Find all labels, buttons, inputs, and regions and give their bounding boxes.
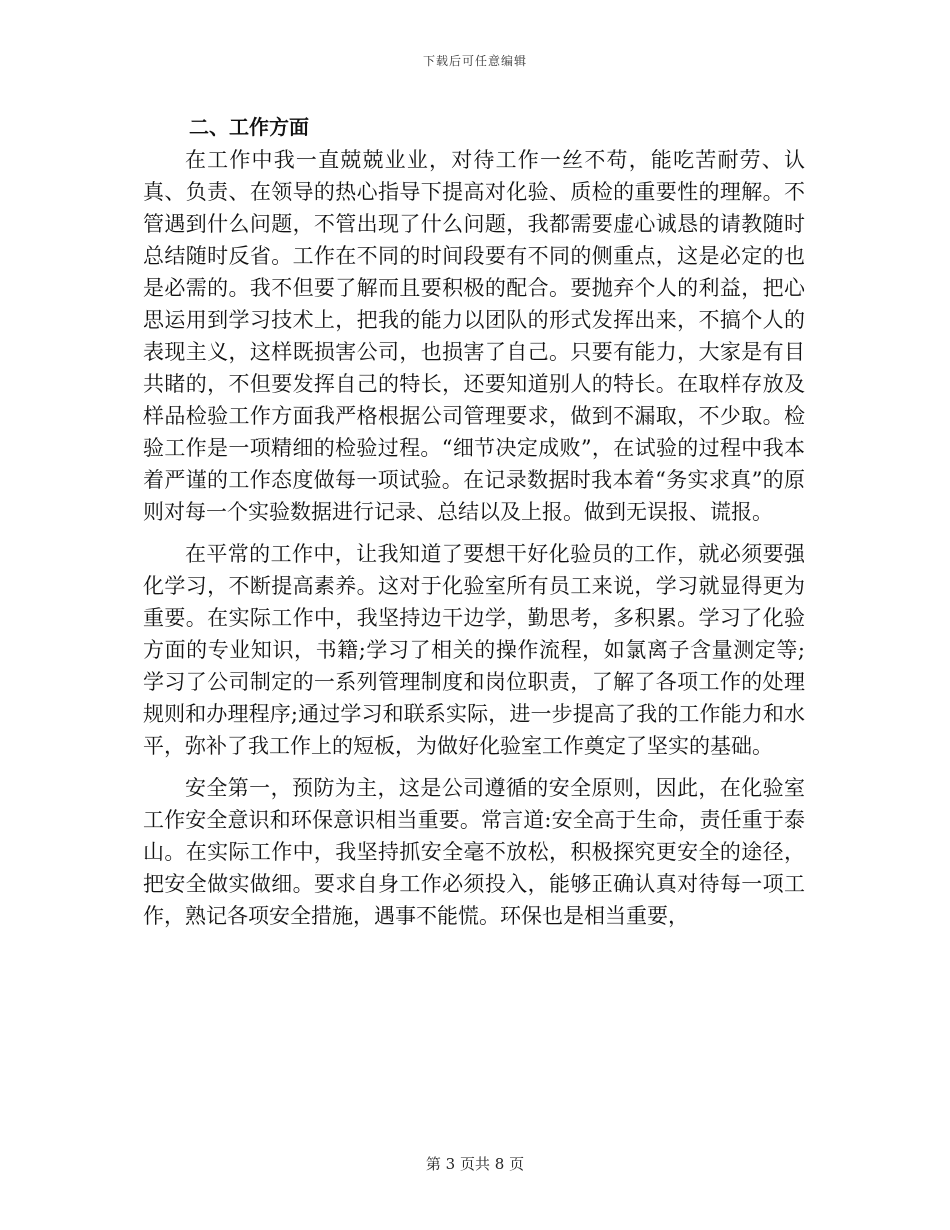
paragraph-learning: 在平常的工作中，让我知道了要想干好化验员的工作，就必须要强化学习，不断提高素养。这对于化验室所有员工来说，学习就显得更为重要。在实际工作中，我坚持边干边学，勤思考，多积累。学习了化验方面的专业知识，书籍;学习了相关的操作流程，如氯离子含量测定等;学习了公司制定的一系列管理制度和岗位职责，了解了各项工作的处理规则和办理程序;通过学习和联系实际，进一步提高了我的工作能力和水平，弥补了我工作上的短板，为做好化验室工作奠定了坚实的基础。 xyxy=(143,542,805,758)
paragraph-safety: 安全第一，预防为主，这是公司遵循的安全原则，因此，在化验室工作安全意识和环保意识相当重要。常言道:安全高于生命，责任重于泰山。在实际工作中，我坚持抓安全毫不放松，积极探究更安全的途径，把安全做实做细。要求自身工作必须投入，能够正确认真对待每一项工作，熟记各项安全措施，遇事不能慌。环保也是相当重要， xyxy=(143,776,805,928)
document-body xyxy=(143,110,805,942)
page-number: 第 3 页共 8 页 xyxy=(425,1155,525,1173)
paragraph-work-attitude: 在工作中我一直兢兢业业，对待工作一丝不苟，能吃苦耐劳、认真、负责、在领导的热心指导下提高对化验、质检的重要性的理解。不管遇到什么问题，不管出现了什么问题，我都需要虚心诚恳的请教随时总结随时反省。工作在不同的时间段要有不同的侧重点，这是必定的也是必需的。我不但要了解而且要积极的配合。要抛弃个人的利益，把心思运用到学习技术上，把我的能力以团队的形式发挥出来，不搞个人的表现主义，这样既损害公司，也损害了自己。只要有能力，大家是有目共睹的，不但要发挥自己的特长，还要知道别人的特长。在取样存放及样品检验工作方面我严格根据公司管理要求，做到不漏取，不少取。检验工作是一项精细的检验过程。“细节决定成败”，在试验的过程中我本着严谨的工作态度做每一项试验。在记录数据时我本着“务实求真”的原则对每一个实验数据进行记录、总结以及上报。做到无误报、谎报。 xyxy=(143,148,805,524)
page-header-note: 下载后可任意编辑 xyxy=(422,54,527,68)
section-heading: 二、工作方面 xyxy=(189,115,309,139)
